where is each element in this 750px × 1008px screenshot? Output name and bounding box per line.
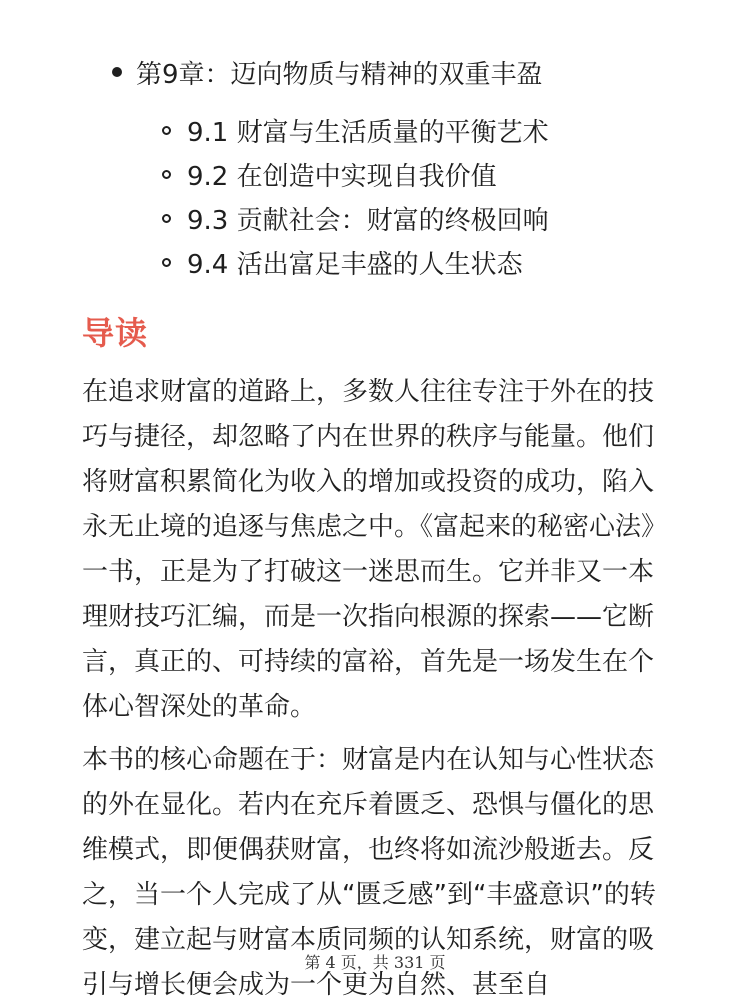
toc-subsection-label: 9.3 贡献社会：财富的终极回响 bbox=[187, 205, 549, 236]
toc-subsection-item bbox=[162, 108, 712, 152]
toc-subsection-item bbox=[162, 196, 712, 240]
section-body bbox=[82, 370, 672, 1008]
bullet-circle-icon bbox=[162, 214, 171, 223]
bullet-circle-icon bbox=[162, 258, 171, 267]
bullet-circle-icon bbox=[162, 126, 171, 135]
toc-subsection-item bbox=[162, 152, 712, 196]
toc-subsection-label: 9.4 活出富足丰盛的人生状态 bbox=[187, 249, 523, 280]
body-paragraph: 在追求财富的道路上，多数人往往专注于外在的技巧与捷径，却忽略了内在世界的秩序与能量。他们将财富积累简化为收入的增加或投资的成功，陷入永无止境的追逐与焦虑之中。《富起来的秘密心法》一书，正是为了打破这一迷思而生。它并非又一本理财技巧汇编，而是一次指向根源的探索——它断言，真正的、可持续的富裕，首先是一场发生在个体心智深处的革命。 bbox=[82, 377, 668, 722]
toc-subsection-list bbox=[112, 108, 712, 284]
toc-subsection-label: 9.2 在创造中实现自我价值 bbox=[187, 161, 497, 192]
toc-chapter-title: 第9章：迈向物质与精神的双重丰盈 bbox=[136, 59, 543, 90]
toc-chapter bbox=[112, 50, 712, 94]
table-of-contents bbox=[112, 50, 712, 284]
bullet-circle-icon bbox=[162, 170, 171, 179]
toc-subsection-label: 9.1 财富与生活质量的平衡艺术 bbox=[187, 117, 549, 148]
toc-subsection-item bbox=[162, 240, 712, 284]
bullet-disc-icon bbox=[112, 67, 122, 77]
body-paragraph: 本书的核心命题在于：财富是内在认知与心性状态的外在显化。若内在充斥着匮乏、恐惧与僵化的思维模式，即便偶获财富，也终将如流沙般逝去。反之，当一个人完成了从“匮乏感”到“丰盛意识”的转变，建立起与财富本质同频的认知系统，财富的吸引与增长便会成为一个更为自然、甚至自 bbox=[82, 745, 656, 1000]
page-number-footer: 第 4 页，共 331 页 bbox=[304, 953, 446, 972]
section-heading: 导读 bbox=[82, 314, 149, 352]
